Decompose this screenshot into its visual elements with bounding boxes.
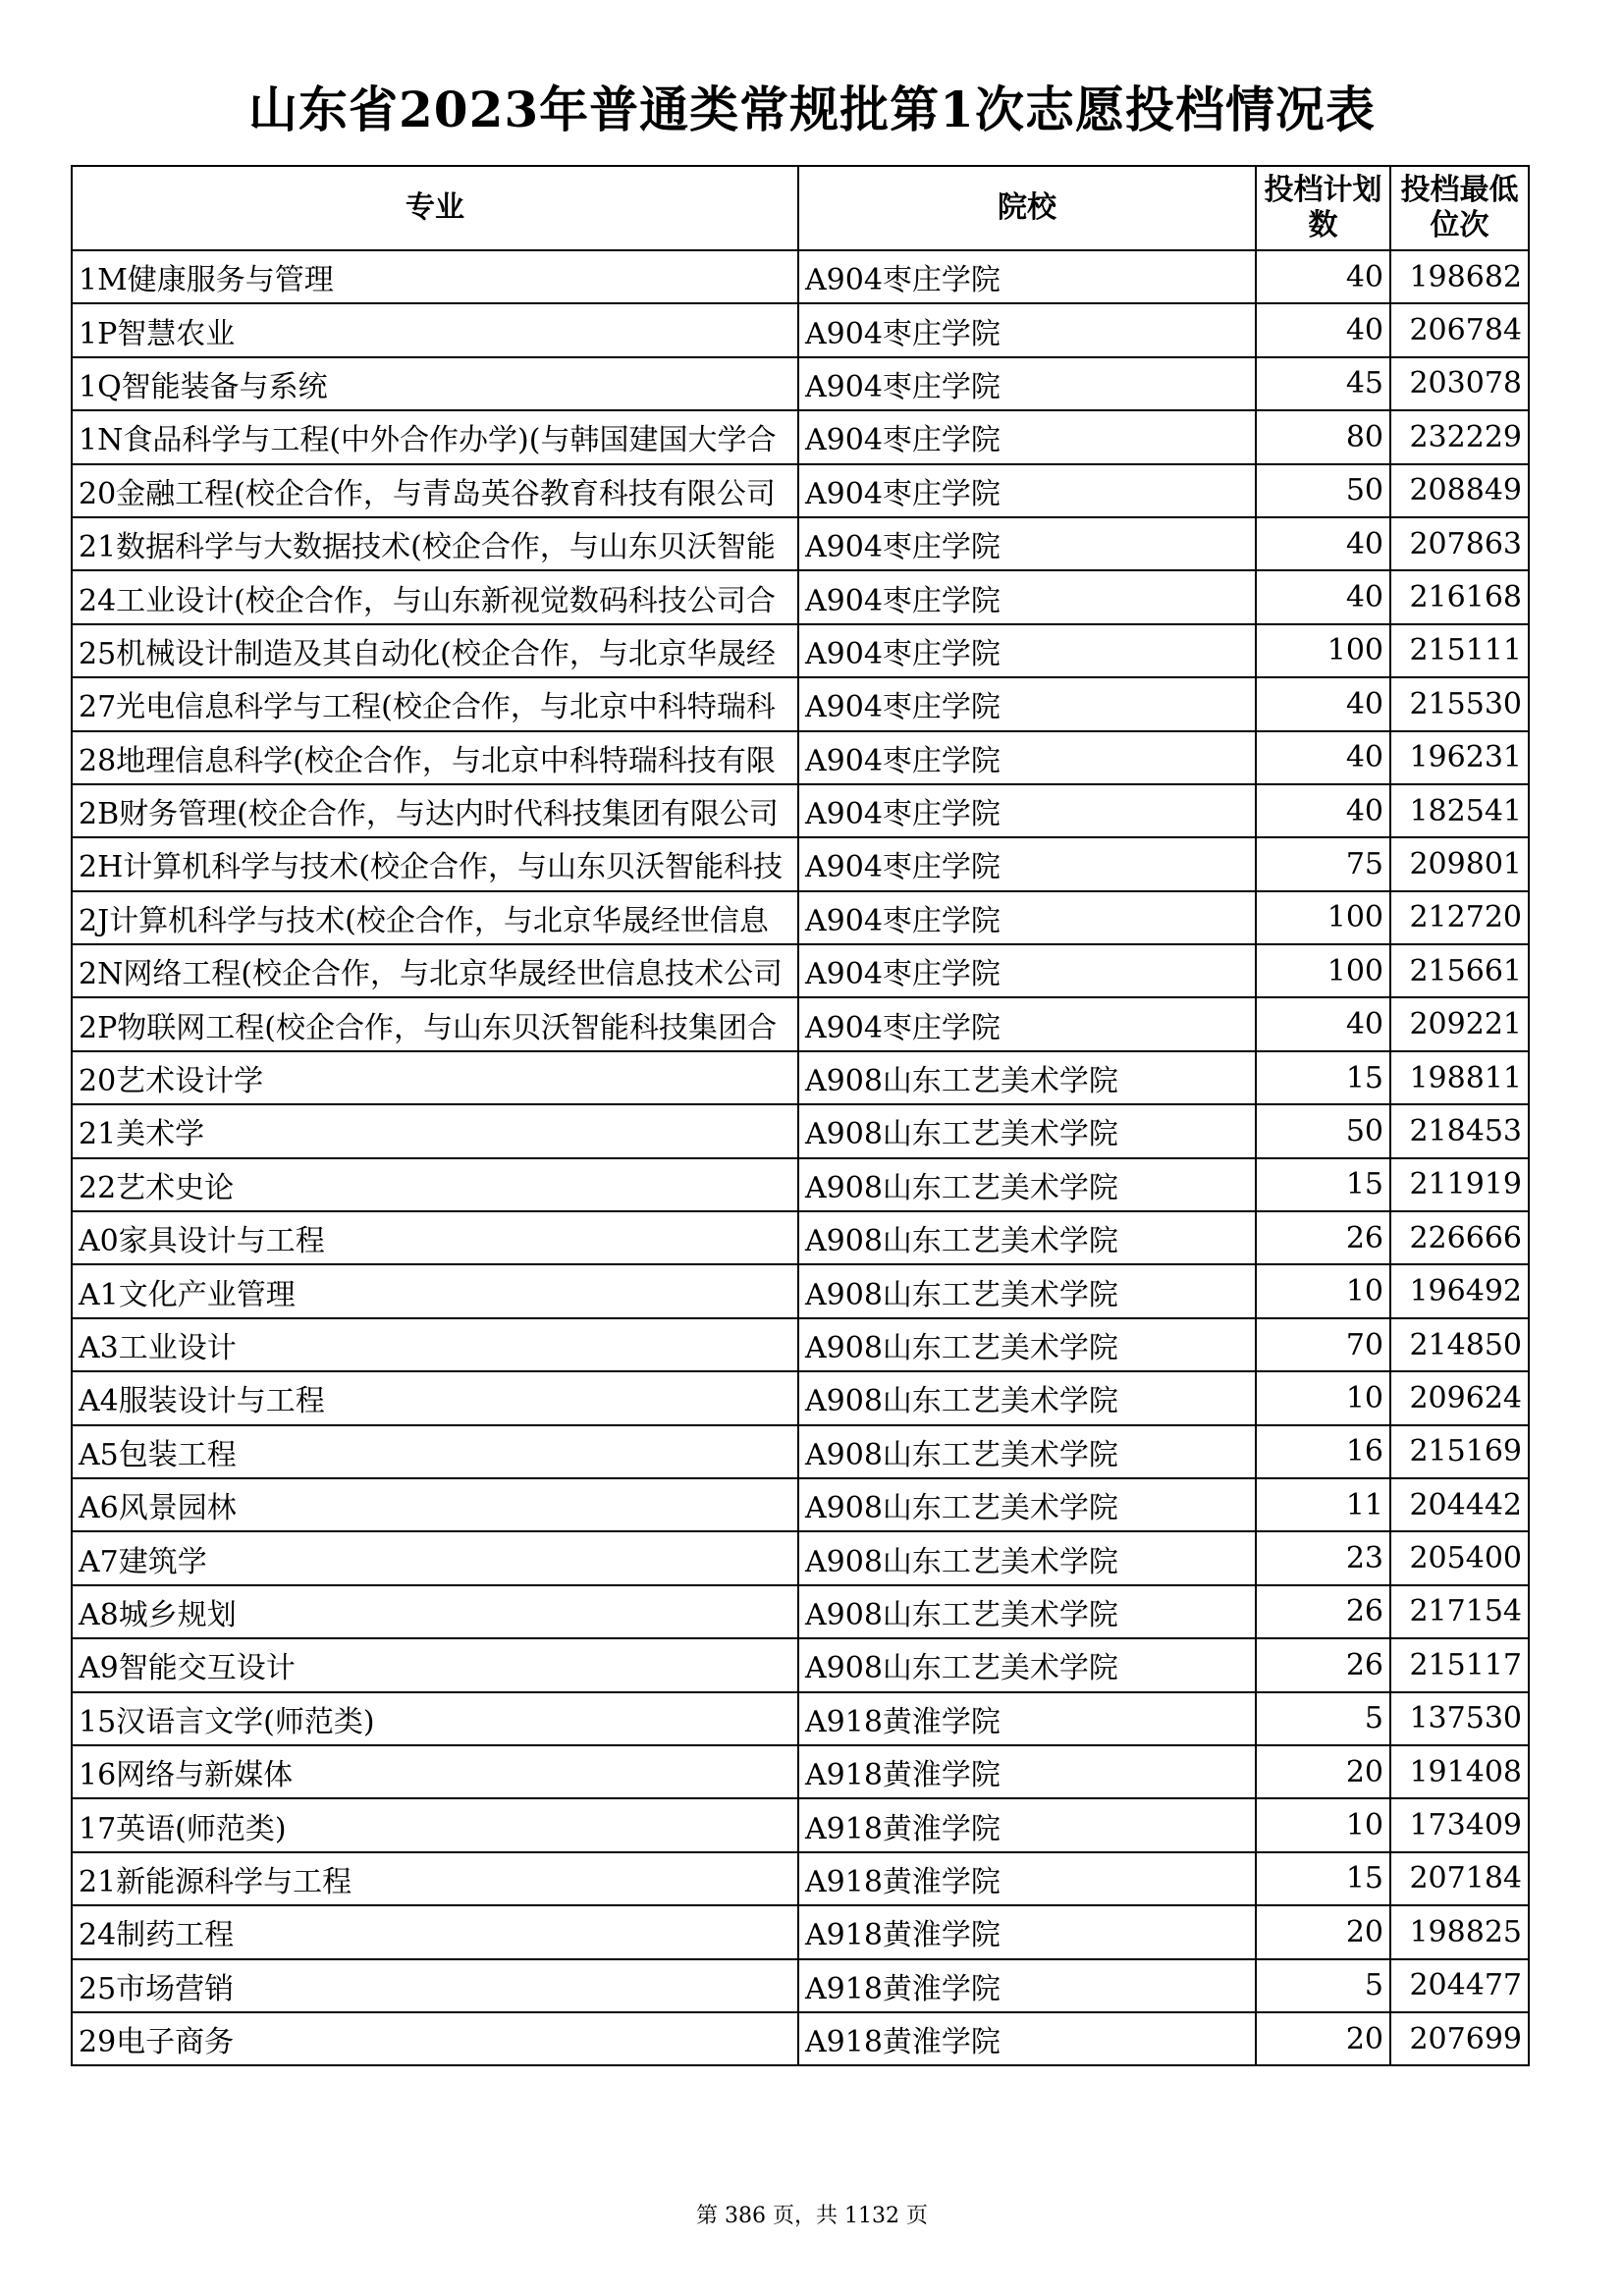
cell-school: A918黄淮学院	[798, 1852, 1256, 1905]
cell-min-rank: 205400	[1390, 1531, 1529, 1584]
table-row	[72, 1531, 1529, 1584]
cell-min-rank: 215169	[1390, 1425, 1529, 1478]
cell-major: 2H计算机科学与技术(校企合作，与山东贝沃智能科技	[72, 837, 798, 890]
cell-min-rank: 211919	[1390, 1158, 1529, 1211]
cell-plan: 80	[1256, 410, 1390, 463]
page-title: 山东省2023年普通类常规批第1次志愿投档情况表	[248, 80, 1376, 138]
cell-plan: 70	[1256, 1318, 1390, 1371]
cell-plan: 10	[1256, 1798, 1390, 1851]
cell-major: A9智能交互设计	[72, 1638, 798, 1691]
cell-min-rank: 217154	[1390, 1585, 1529, 1638]
cell-school: A908山东工艺美术学院	[798, 1478, 1256, 1531]
cell-plan: 26	[1256, 1638, 1390, 1691]
cell-major: 1N食品科学与工程(中外合作办学)(与韩国建国大学合	[72, 410, 798, 463]
cell-school: A908山东工艺美术学院	[798, 1104, 1256, 1157]
cell-major: 21新能源科学与工程	[72, 1852, 798, 1905]
cell-plan: 15	[1256, 1158, 1390, 1211]
page-footer: 第 386 页，共 1132 页	[696, 2204, 928, 2228]
cell-school: A908山东工艺美术学院	[798, 1638, 1256, 1691]
cell-school: A908山东工艺美术学院	[798, 1158, 1256, 1211]
cell-plan: 23	[1256, 1531, 1390, 1584]
cell-plan: 40	[1256, 784, 1390, 837]
cell-plan: 16	[1256, 1425, 1390, 1478]
cell-major: 16网络与新媒体	[72, 1745, 798, 1798]
table-row	[72, 357, 1529, 410]
table-row	[72, 784, 1529, 837]
cell-plan: 40	[1256, 570, 1390, 623]
cell-min-rank: 198682	[1390, 250, 1529, 303]
cell-major: 25机械设计制造及其自动化(校企合作，与北京华晟经	[72, 624, 798, 677]
cell-school: A918黄淮学院	[798, 1692, 1256, 1745]
cell-plan: 10	[1256, 1264, 1390, 1317]
cell-school: A904枣庄学院	[798, 357, 1256, 410]
cell-major: A0家具设计与工程	[72, 1211, 798, 1264]
table-row	[72, 1745, 1529, 1798]
cell-min-rank: 215661	[1390, 944, 1529, 997]
table-row	[72, 837, 1529, 890]
cell-major: 29电子商务	[72, 2012, 798, 2065]
cell-min-rank: 206784	[1390, 303, 1529, 356]
cell-plan: 11	[1256, 1478, 1390, 1531]
table-row	[72, 250, 1529, 303]
cell-min-rank: 226666	[1390, 1211, 1529, 1264]
table-row	[72, 464, 1529, 517]
cell-school: A904枣庄学院	[798, 731, 1256, 784]
cell-plan: 100	[1256, 944, 1390, 997]
cell-min-rank: 214850	[1390, 1318, 1529, 1371]
cell-min-rank: 232229	[1390, 410, 1529, 463]
cell-school: A904枣庄学院	[798, 464, 1256, 517]
cell-min-rank: 198825	[1390, 1905, 1529, 1958]
cell-plan: 20	[1256, 2012, 1390, 2065]
cell-major: 2J计算机科学与技术(校企合作，与北京华晟经世信息	[72, 891, 798, 944]
cell-plan: 15	[1256, 1051, 1390, 1104]
cell-min-rank: 182541	[1390, 784, 1529, 837]
table-row	[72, 997, 1529, 1050]
cell-plan: 5	[1256, 1692, 1390, 1745]
cell-school: A918黄淮学院	[798, 1959, 1256, 2012]
header-plan: 投档计划数	[1256, 166, 1390, 250]
cell-school: A908山东工艺美术学院	[798, 1318, 1256, 1371]
cell-school: A908山东工艺美术学院	[798, 1051, 1256, 1104]
table-row	[72, 1585, 1529, 1638]
cell-min-rank: 218453	[1390, 1104, 1529, 1157]
table-row	[72, 944, 1529, 997]
cell-major: 15汉语言文学(师范类)	[72, 1692, 798, 1745]
table-row	[72, 1905, 1529, 1958]
cell-min-rank: 204477	[1390, 1959, 1529, 2012]
cell-major: 20艺术设计学	[72, 1051, 798, 1104]
cell-plan: 40	[1256, 517, 1390, 570]
cell-plan: 100	[1256, 624, 1390, 677]
table-row	[72, 891, 1529, 944]
cell-school: A904枣庄学院	[798, 944, 1256, 997]
cell-min-rank: 204442	[1390, 1478, 1529, 1531]
cell-min-rank: 173409	[1390, 1798, 1529, 1851]
cell-min-rank: 209221	[1390, 997, 1529, 1050]
cell-school: A918黄淮学院	[798, 1798, 1256, 1851]
cell-min-rank: 215111	[1390, 624, 1529, 677]
cell-min-rank: 215530	[1390, 677, 1529, 730]
table-row	[72, 570, 1529, 623]
table-row	[72, 1798, 1529, 1851]
cell-school: A908山东工艺美术学院	[798, 1425, 1256, 1478]
cell-plan: 50	[1256, 1104, 1390, 1157]
cell-school: A918黄淮学院	[798, 1905, 1256, 1958]
cell-major: 1Q智能装备与系统	[72, 357, 798, 410]
table-row	[72, 1371, 1529, 1424]
table-row	[72, 731, 1529, 784]
cell-min-rank: 208849	[1390, 464, 1529, 517]
cell-major: 2B财务管理(校企合作，与达内时代科技集团有限公司	[72, 784, 798, 837]
cell-major: 24制药工程	[72, 1905, 798, 1958]
cell-major: A5包装工程	[72, 1425, 798, 1478]
cell-plan: 40	[1256, 731, 1390, 784]
cell-plan: 40	[1256, 677, 1390, 730]
cell-school: A904枣庄学院	[798, 997, 1256, 1050]
cell-school: A908山东工艺美术学院	[798, 1211, 1256, 1264]
table-body	[72, 250, 1529, 2065]
table-row	[72, 410, 1529, 463]
cell-plan: 45	[1256, 357, 1390, 410]
cell-plan: 10	[1256, 1371, 1390, 1424]
cell-plan: 20	[1256, 1745, 1390, 1798]
cell-major: A3工业设计	[72, 1318, 798, 1371]
cell-school: A908山东工艺美术学院	[798, 1371, 1256, 1424]
cell-major: 20金融工程(校企合作，与青岛英谷教育科技有限公司	[72, 464, 798, 517]
table-row	[72, 1425, 1529, 1478]
cell-min-rank: 207699	[1390, 2012, 1529, 2065]
cell-school: A904枣庄学院	[798, 570, 1256, 623]
table-row	[72, 624, 1529, 677]
cell-min-rank: 203078	[1390, 357, 1529, 410]
cell-major: 17英语(师范类)	[72, 1798, 798, 1851]
cell-plan: 100	[1256, 891, 1390, 944]
cell-min-rank: 137530	[1390, 1692, 1529, 1745]
cell-plan: 15	[1256, 1852, 1390, 1905]
table-header-row	[72, 166, 1529, 250]
cell-school: A908山东工艺美术学院	[798, 1585, 1256, 1638]
cell-school: A904枣庄学院	[798, 677, 1256, 730]
cell-min-rank: 216168	[1390, 570, 1529, 623]
cell-major: A8城乡规划	[72, 1585, 798, 1638]
table-row	[72, 1692, 1529, 1745]
header-major: 专业	[72, 166, 798, 250]
table-row	[72, 303, 1529, 356]
cell-major: 27光电信息科学与工程(校企合作，与北京中科特瑞科	[72, 677, 798, 730]
cell-major: A1文化产业管理	[72, 1264, 798, 1317]
admission-table	[71, 165, 1530, 2066]
cell-plan: 20	[1256, 1905, 1390, 1958]
cell-major: 2P物联网工程(校企合作，与山东贝沃智能科技集团合	[72, 997, 798, 1050]
table-row	[72, 1478, 1529, 1531]
table-row	[72, 677, 1529, 730]
cell-school: A904枣庄学院	[798, 250, 1256, 303]
cell-major: 24工业设计(校企合作，与山东新视觉数码科技公司合	[72, 570, 798, 623]
cell-major: A4服装设计与工程	[72, 1371, 798, 1424]
cell-min-rank: 207863	[1390, 517, 1529, 570]
cell-major: 22艺术史论	[72, 1158, 798, 1211]
cell-plan: 26	[1256, 1211, 1390, 1264]
table-row	[72, 1264, 1529, 1317]
cell-min-rank: 191408	[1390, 1745, 1529, 1798]
cell-major: 25市场营销	[72, 1959, 798, 2012]
cell-major: 21数据科学与大数据技术(校企合作，与山东贝沃智能	[72, 517, 798, 570]
cell-min-rank: 212720	[1390, 891, 1529, 944]
cell-min-rank: 207184	[1390, 1852, 1529, 1905]
table-row	[72, 1638, 1529, 1691]
table-row	[72, 1852, 1529, 1905]
cell-plan: 50	[1256, 464, 1390, 517]
cell-plan: 40	[1256, 303, 1390, 356]
cell-school: A918黄淮学院	[798, 1745, 1256, 1798]
cell-min-rank: 198811	[1390, 1051, 1529, 1104]
cell-school: A918黄淮学院	[798, 2012, 1256, 2065]
cell-major: 2N网络工程(校企合作，与北京华晟经世信息技术公司	[72, 944, 798, 997]
cell-plan: 26	[1256, 1585, 1390, 1638]
cell-school: A904枣庄学院	[798, 517, 1256, 570]
cell-school: A904枣庄学院	[798, 837, 1256, 890]
table-row	[72, 1104, 1529, 1157]
cell-major: A7建筑学	[72, 1531, 798, 1584]
cell-plan: 75	[1256, 837, 1390, 890]
cell-major: A6风景园林	[72, 1478, 798, 1531]
cell-min-rank: 209624	[1390, 1371, 1529, 1424]
cell-min-rank: 209801	[1390, 837, 1529, 890]
cell-school: A904枣庄学院	[798, 891, 1256, 944]
header-min-rank: 投档最低位次	[1390, 166, 1529, 250]
cell-plan: 5	[1256, 1959, 1390, 2012]
cell-min-rank: 215117	[1390, 1638, 1529, 1691]
table-row	[72, 1959, 1529, 2012]
cell-min-rank: 196492	[1390, 1264, 1529, 1317]
cell-school: A904枣庄学院	[798, 410, 1256, 463]
header-school: 院校	[798, 166, 1256, 250]
cell-school: A904枣庄学院	[798, 624, 1256, 677]
cell-school: A908山东工艺美术学院	[798, 1531, 1256, 1584]
table-row	[72, 2012, 1529, 2065]
cell-min-rank: 196231	[1390, 731, 1529, 784]
table-row	[72, 1318, 1529, 1371]
cell-school: A908山东工艺美术学院	[798, 1264, 1256, 1317]
cell-major: 1P智慧农业	[72, 303, 798, 356]
table-row	[72, 1211, 1529, 1264]
cell-school: A904枣庄学院	[798, 303, 1256, 356]
table-row	[72, 1158, 1529, 1211]
table-row	[72, 517, 1529, 570]
table-row	[72, 1051, 1529, 1104]
cell-major: 28地理信息科学(校企合作，与北京中科特瑞科技有限	[72, 731, 798, 784]
cell-major: 21美术学	[72, 1104, 798, 1157]
cell-plan: 40	[1256, 250, 1390, 303]
cell-plan: 40	[1256, 997, 1390, 1050]
cell-major: 1M健康服务与管理	[72, 250, 798, 303]
cell-school: A904枣庄学院	[798, 784, 1256, 837]
